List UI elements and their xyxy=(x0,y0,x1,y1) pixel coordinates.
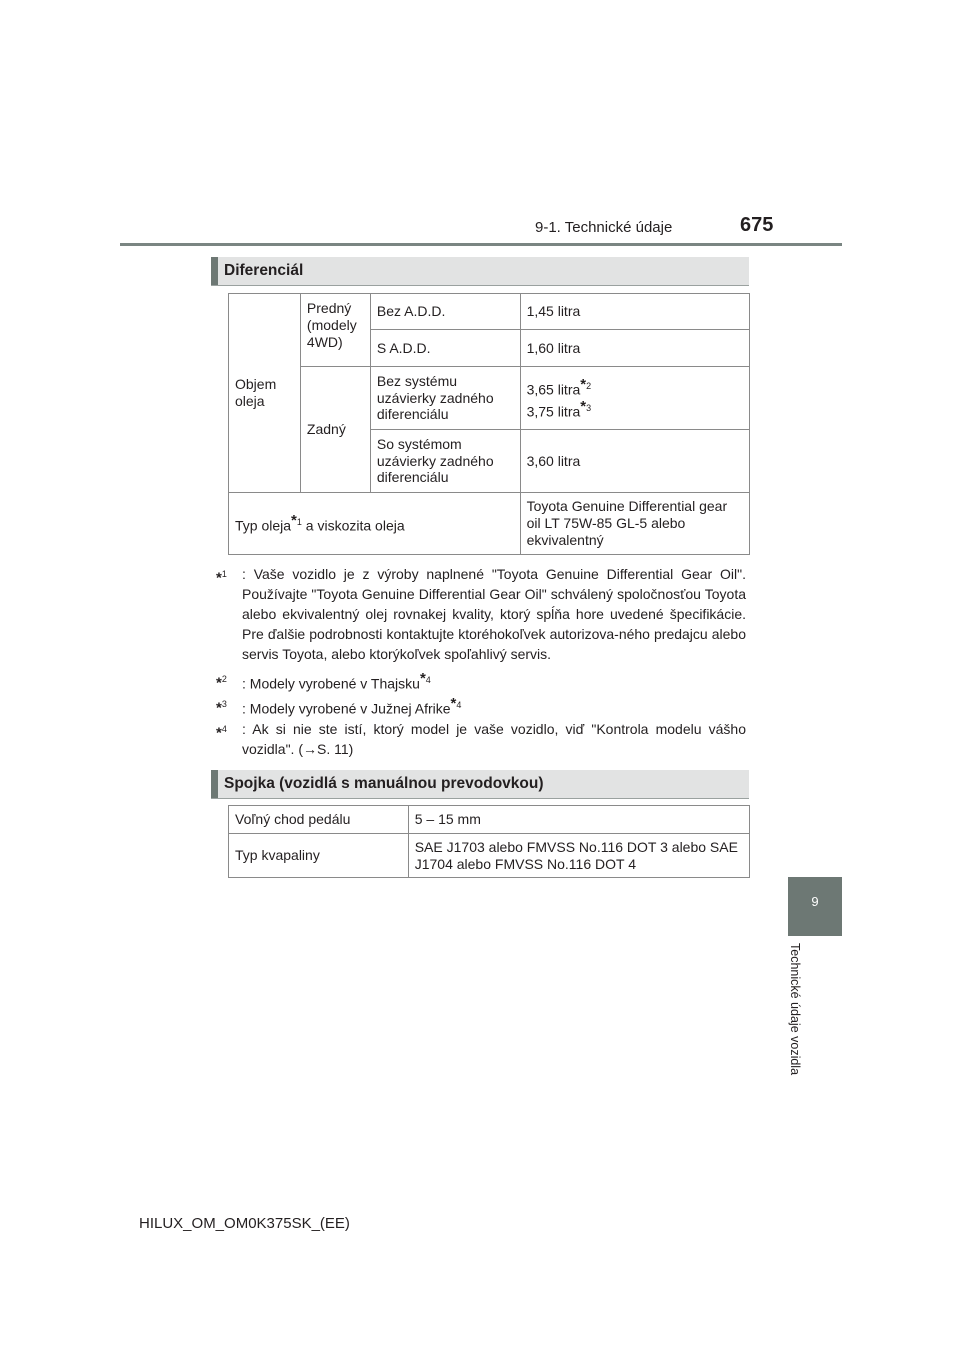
objem-cell: Objem oleja xyxy=(229,294,301,493)
table-cell: Voľný chod pedálu xyxy=(229,806,409,834)
table-cell: Toyota Genuine Differential gear oil LT 75W-85 GL-5 alebo ekvivalentný xyxy=(520,493,749,555)
footnote-3: *$^3$ : Modely vyrobené v Južnej Afrike$^{*4}$ xyxy=(216,695,462,717)
table-cell: Bez A.D.D. xyxy=(370,294,520,330)
table-cell: Typ kvapaliny xyxy=(229,834,409,878)
footer-code: HILUX_OM_OM0K375SK_(EE) xyxy=(139,1215,350,1232)
table-cell: 1,45 litra xyxy=(520,294,749,330)
zadny-cell: Zadný xyxy=(300,367,370,493)
typ-oleja-cell: Typ oleja$^{*1}$ a viskozita oleja xyxy=(229,493,521,555)
differential-table xyxy=(228,293,750,555)
footnote-4: *$^4$ : Ak si nie ste istí, ktorý model je vaše vozidlo, viď "Kontrola modelu vášho vozidla". (→S. 11) xyxy=(216,721,746,757)
chapter-tab: 9 xyxy=(788,877,842,936)
table-cell: 3,65 litra$^{*2}$ 3,75 litra$^{*3}$ xyxy=(520,367,749,430)
predny-cell: Predný (modely 4WD) xyxy=(300,294,370,367)
table-cell: S A.D.D. xyxy=(370,330,520,367)
table-cell: 1,60 litra xyxy=(520,330,749,367)
clutch-table xyxy=(228,805,750,878)
table-cell: So systémom uzávierky zadného diferenciálu xyxy=(370,430,520,493)
table-cell: 5 – 15 mm xyxy=(408,806,749,834)
header-rule xyxy=(120,243,842,246)
footnote-2: *$^2$ : Modely vyrobené v Thajsku$^{*4}$ xyxy=(216,670,431,692)
page-number: 675 xyxy=(740,214,774,236)
table-cell: 3,60 litra xyxy=(520,430,749,493)
footnote-1: *$^1$ : Vaše vozidlo je z výroby naplnené "Toyota Genuine Differential Gear Oil". Používajte "Toyota Genuine Differential Gear Oil" schválený spoločnosťou Toyota alebo ekvivalentný olej rovnakej kvality, ktorý spĺňa hore uvedené špecifikácie. Pre ďalšie podrobnosti kontaktujte ktoréhokoľvek autorizova-ného predajcu alebo servis Toyota, alebo ktorýkoľvek spoľahlivý servis. xyxy=(216,566,746,662)
chapter-side-label: Technické údaje vozidla xyxy=(788,943,802,1076)
table-cell: SAE J1703 alebo FMVSS No.116 DOT 3 alebo SAE J1704 alebo FMVSS No.116 DOT 4 xyxy=(408,834,749,878)
section-heading-spojka: Spojka (vozidlá s manuálnou prevodovkou) xyxy=(211,770,749,798)
section-heading-diferencial: Diferenciál xyxy=(211,257,749,285)
section-header: 9-1. Technické údaje xyxy=(535,219,673,236)
table-cell: Bez systému uzávierky zadného diferenciálu xyxy=(370,367,520,430)
